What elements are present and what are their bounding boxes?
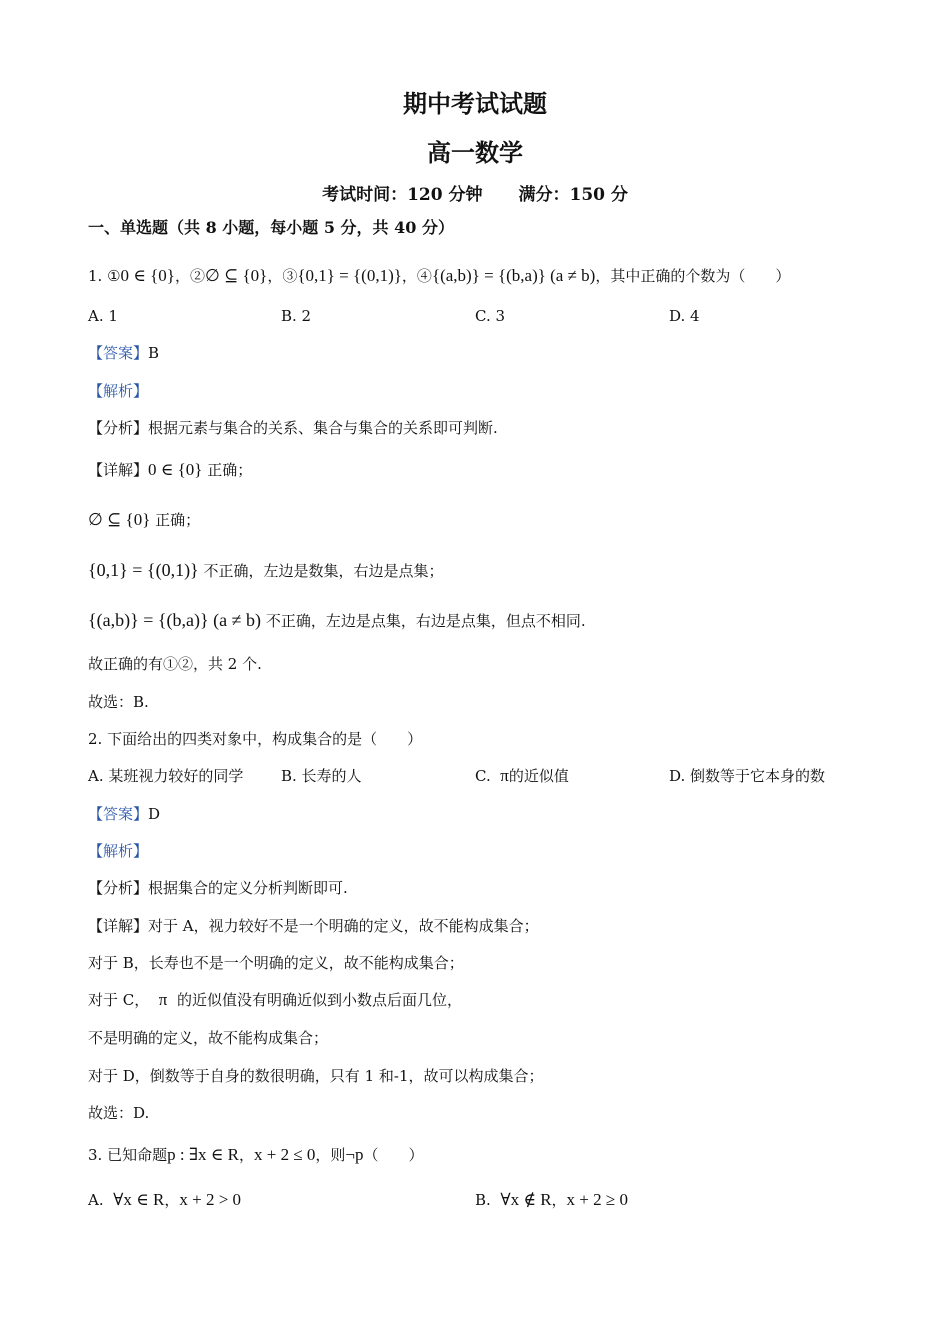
q1-option-d: D. 4 bbox=[669, 307, 700, 325]
q3-option-b-sep: ， bbox=[551, 1191, 567, 1209]
q2-answer bbox=[88, 804, 160, 824]
q3-pre: 3. 已知命题 bbox=[88, 1146, 168, 1164]
q1-detail-1 bbox=[88, 460, 252, 480]
q3-math-3: ¬p bbox=[345, 1145, 364, 1164]
q2-option-a: A. 某班视力较好的同学 bbox=[88, 767, 244, 785]
q1-math-1: 0 ∈ {0} bbox=[120, 266, 175, 285]
q1-choose: 故选：B. bbox=[88, 693, 149, 711]
q3-tail: （ ） bbox=[363, 1146, 424, 1164]
q2-option-c-label: C. bbox=[475, 767, 491, 785]
exam-info bbox=[0, 180, 950, 205]
q1-answer-value: B bbox=[148, 344, 160, 362]
q3-option-a-math-2: x + 2 > 0 bbox=[179, 1190, 242, 1209]
q2-detail-5: 对于 D，倒数等于自身的数很明确，只有 1 和-1，故可以构成集合； bbox=[88, 1067, 544, 1085]
q1-detail-3-text: 不正确，左边是数集，右边是点集； bbox=[203, 562, 444, 580]
q1-circle-2: ，② bbox=[174, 267, 205, 285]
q2-detail-3 bbox=[88, 990, 462, 1010]
q2-option-c bbox=[475, 766, 569, 786]
q1-math-3: {0,1} = {(0,1)} bbox=[297, 266, 402, 285]
q3-option-a-label: A. bbox=[88, 1191, 104, 1209]
q1-answer bbox=[88, 343, 159, 363]
q1-detail-2-math: ∅ ⊆ {0} bbox=[88, 510, 151, 529]
q3-math-1: p : ∃x ∈ R bbox=[167, 1145, 239, 1164]
q2-option-c-text: 的近似值 bbox=[508, 767, 569, 785]
q3-option-a bbox=[88, 1190, 241, 1210]
q1-detail-tag: 【详解】 bbox=[88, 461, 149, 479]
q3-option-a-sep: ， bbox=[164, 1191, 180, 1209]
q2-answer-value: D bbox=[148, 805, 161, 823]
q1-circle-3: ，③ bbox=[267, 267, 298, 285]
q2-fenxi bbox=[88, 878, 348, 898]
q2-detail-3-pre: 对于 C， bbox=[88, 991, 150, 1009]
q2-detail-tag: 【详解】 bbox=[88, 917, 149, 935]
q3-sep: ， bbox=[238, 1146, 254, 1164]
q2-option-d: D. 倒数等于它本身的数 bbox=[669, 767, 826, 785]
q1-detail-1-math: 0 ∈ {0} bbox=[148, 460, 203, 479]
q1-detail-3 bbox=[88, 560, 444, 581]
section-heading: 一、单选题（共 8 小题，每小题 5 分，共 40 分） bbox=[88, 218, 454, 237]
q1-detail-4-math: {(a,b)} = {(b,a)} (a ≠ b) bbox=[88, 610, 262, 630]
score-info: 满分：150 分 bbox=[518, 185, 628, 205]
q2-detail-1 bbox=[88, 916, 539, 936]
question-2-stem: 2. 下面给出的四类对象中，构成集合的是（ ） bbox=[88, 730, 423, 748]
q1-option-c: C. 3 bbox=[475, 307, 506, 325]
question-3-stem bbox=[88, 1145, 424, 1165]
q3-option-a-math-1: ∀x ∈ R bbox=[113, 1190, 165, 1209]
q3-then: ，则 bbox=[315, 1146, 346, 1164]
q2-detail-2: 对于 B，长寿也不是一个明确的定义，故不能构成集合； bbox=[88, 954, 464, 972]
q2-option-c-pi: π bbox=[500, 766, 509, 785]
q2-analysis-tag: 【解析】 bbox=[88, 842, 149, 860]
q1-detail-4 bbox=[88, 610, 586, 631]
question-1-stem bbox=[88, 266, 790, 286]
q1-option-a: A. 1 bbox=[88, 307, 118, 325]
q1-circle-4: ，④ bbox=[401, 267, 432, 285]
q1-analysis-tag: 【解析】 bbox=[88, 382, 149, 400]
q2-option-b: B. 长寿的人 bbox=[281, 767, 362, 785]
q1-tail: ，其中正确的个数为（ ） bbox=[595, 267, 791, 285]
q2-detail-3-pi: π bbox=[158, 990, 168, 1009]
q1-math-4: {(a,b)} = {(b,a)} (a ≠ b) bbox=[431, 266, 596, 285]
q1-answer-tag: 【答案】 bbox=[88, 344, 149, 362]
q1-option-b: B. 2 bbox=[281, 307, 312, 325]
q2-fenxi-text: 根据集合的定义分析判断即可. bbox=[148, 879, 348, 897]
q1-circle-1: ① bbox=[107, 267, 121, 285]
q3-option-b-math-1: ∀x ∉ R bbox=[500, 1190, 552, 1209]
q2-answer-tag: 【答案】 bbox=[88, 805, 149, 823]
q1-detail-2-text: 正确； bbox=[155, 511, 201, 529]
q2-detail-1-text: 对于 A，视力较好不是一个明确的定义，故不能构成集合； bbox=[148, 917, 539, 935]
q3-option-b-label: B. bbox=[475, 1191, 491, 1209]
q2-fenxi-tag: 【分析】 bbox=[88, 879, 149, 897]
q1-detail-1-text: 正确； bbox=[207, 461, 253, 479]
q1-math-2: ∅ ⊆ {0} bbox=[204, 266, 268, 285]
q2-choose: 故选：D. bbox=[88, 1104, 150, 1122]
q1-number: 1. bbox=[88, 267, 108, 285]
q3-option-b-math-2: x + 2 ≥ 0 bbox=[566, 1190, 628, 1209]
q2-detail-4: 不是明确的定义，故不能构成集合； bbox=[88, 1029, 329, 1047]
q2-detail-3-text: 的近似值没有明确近似到小数点后面几位， bbox=[176, 991, 462, 1009]
exam-subject: 高一数学 bbox=[427, 138, 523, 167]
q3-option-b bbox=[475, 1190, 628, 1210]
q1-fenxi bbox=[88, 418, 498, 438]
q1-fenxi-text: 根据元素与集合的关系、集合与集合的关系即可判断. bbox=[148, 419, 498, 437]
time-info: 考试时间：120 分钟 bbox=[322, 185, 483, 205]
q3-math-2: x + 2 ≤ 0 bbox=[253, 1145, 316, 1164]
q1-detail-3-math: {0,1} = {(0,1)} bbox=[88, 560, 199, 580]
q1-fenxi-tag: 【分析】 bbox=[88, 419, 149, 437]
exam-title: 期中考试试题 bbox=[403, 89, 547, 118]
q1-detail-2 bbox=[88, 510, 200, 530]
q1-conclusion: 故正确的有①②，共 2 个. bbox=[88, 655, 262, 673]
q1-detail-4-text: 不正确，左边是点集，右边是点集，但点不相同. bbox=[265, 612, 586, 630]
